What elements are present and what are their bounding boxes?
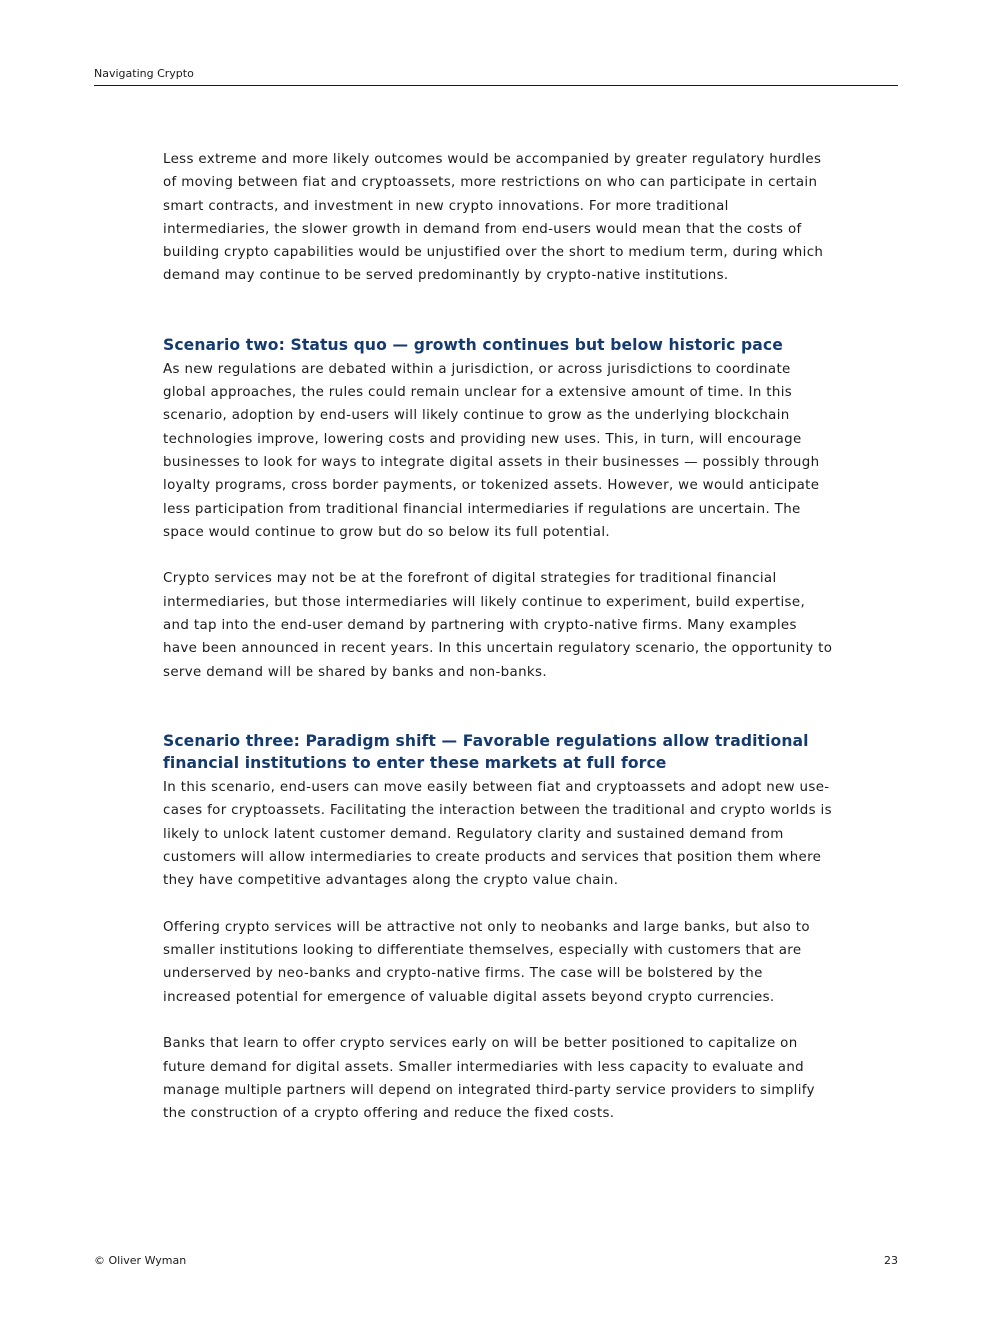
scenario-two-heading: Scenario two: Status quo — growth continues but below historic pace bbox=[163, 335, 783, 354]
document-title: Navigating Crypto bbox=[94, 67, 194, 80]
scenario-three-paragraph-3: Banks that learn to offer crypto services early on will be better positioned to capitalize on future demand for digital assets. Smaller intermediaries with less capacity to evaluate and manage multiple partners will depend on integrated third-party service providers to simplify the construction of a crypto offering and reduce the fixed costs. bbox=[163, 1036, 815, 1122]
page-number: 23 bbox=[884, 1254, 898, 1267]
scenario-three-paragraph-2: Offering crypto services will be attractive not only to neobanks and large banks, but also to smaller institutions looking to differentiate themselves, especially with customers that are underserved by neo-banks and crypto-native firms. The case will be bolstered by the increased potential for emergence of valuable digital assets beyond crypto currencies. bbox=[163, 919, 810, 1005]
scenario-two-paragraph-1: As new regulations are debated within a jurisdiction, or across jurisdictions to coordinate global approaches, the rules could remain unclear for a extensive amount of time. In this scenario, adoption by end-users will likely continue to grow as the underlying blockchain technologies improve, lowering costs and providing new uses. This, in turn, will encourage businesses to look for ways to integrate digital assets in their businesses — possibly through loyalty programs, cross border payments, or tokenized assets. However, we would anticipate less participation from traditional financial intermediaries if regulations are uncertain. The space would continue to grow but do so below its full potential. bbox=[163, 361, 820, 540]
running-header bbox=[94, 67, 898, 86]
scenario-three-paragraph-1: In this scenario, end-users can move easily between fiat and cryptoassets and adopt new use-cases for cryptoassets. Facilitating the interaction between the traditional and crypto worlds is likely to unlock latent customer demand. Regulatory clarity and sustained demand from customers will allow intermediaries to create products and services that position them where they have competitive advantages along the crypto value chain. bbox=[163, 779, 832, 889]
footer-copyright: © Oliver Wyman bbox=[94, 1254, 187, 1267]
scenario-three-heading: Scenario three: Paradigm shift — Favorable regulations allow traditional financial institutions to enter these markets at full force bbox=[163, 731, 809, 772]
page-body bbox=[163, 148, 835, 1125]
intro-paragraph: Less extreme and more likely outcomes would be accompanied by greater regulatory hurdles of moving between fiat and cryptoassets, more restrictions on who can participate in certain smart contracts, and investment in new crypto innovations. For more traditional intermediaries, the slower growth in demand from end-users would mean that the costs of building crypto capabilities would be unjustified over the short to medium term, during which demand may continue to be served predominantly by crypto-native institutions. bbox=[163, 152, 824, 284]
scenario-two-paragraph-2: Crypto services may not be at the forefront of digital strategies for traditional financial intermediaries, but those intermediaries will likely continue to experiment, build expertise, and tap into the end-user demand by partnering with crypto-native firms. Many examples have been announced in recent years. In this uncertain regulatory scenario, the opportunity to serve demand will be shared by banks and non-banks. bbox=[163, 571, 833, 680]
